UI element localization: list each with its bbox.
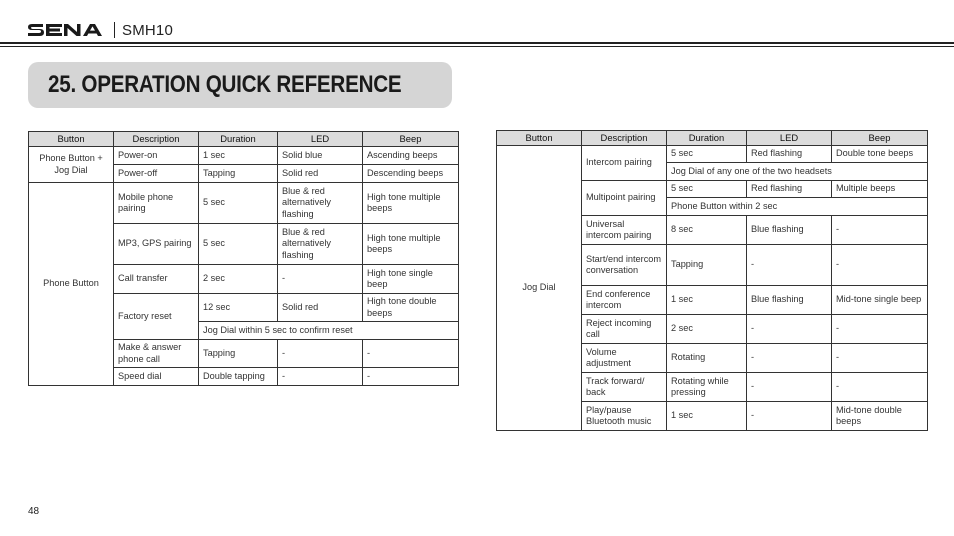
duration-cell: 1 sec — [667, 286, 747, 315]
col-header-duration: Duration — [667, 131, 747, 146]
beep-cell: - — [832, 245, 928, 286]
col-header-button: Button — [29, 132, 114, 147]
col-header-description: Description — [114, 132, 199, 147]
beep-cell: Double tone beeps — [832, 146, 928, 163]
description-cell: Make & answer phone call — [114, 340, 199, 368]
header-rule-thin — [0, 46, 954, 47]
duration-cell: 5 sec — [199, 183, 278, 224]
led-cell: Blue & red alternatively flashing — [278, 183, 363, 224]
sena-logo — [28, 23, 104, 37]
table-row — [497, 146, 928, 163]
description-cell: Multipoint pairing — [582, 181, 667, 216]
description-cell: Intercom pairing — [582, 146, 667, 181]
beep-cell: Mid-tone double beeps — [832, 402, 928, 431]
right-reference-table — [496, 130, 928, 431]
duration-cell: 5 sec — [199, 224, 278, 265]
table-header-row — [29, 132, 459, 147]
description-cell: Mobile phone pairing — [114, 183, 199, 224]
duration-cell: 2 sec — [199, 265, 278, 294]
page-header — [28, 18, 173, 42]
led-cell: - — [278, 265, 363, 294]
beep-cell: - — [363, 340, 459, 368]
col-header-beep: Beep — [363, 132, 459, 147]
duration-cell: Tapping — [667, 245, 747, 286]
description-cell: Track forward/ back — [582, 373, 667, 402]
description-cell: Power-off — [114, 165, 199, 183]
beep-cell: - — [832, 373, 928, 402]
duration-cell: Double tapping — [199, 368, 278, 386]
duration-cell: Rotating — [667, 344, 747, 373]
beep-cell: - — [363, 368, 459, 386]
button-cell: Phone Button + Jog Dial — [29, 147, 114, 183]
model-name: SMH10 — [122, 21, 174, 39]
beep-cell: - — [832, 344, 928, 373]
duration-cell: Tapping — [199, 340, 278, 368]
col-header-led: LED — [278, 132, 363, 147]
led-cell: - — [747, 315, 832, 344]
led-cell: - — [747, 402, 832, 431]
button-cell: Jog Dial — [497, 146, 582, 431]
note-cell: Jog Dial within 5 sec to confirm reset — [199, 322, 459, 340]
description-cell: Universal intercom pairing — [582, 216, 667, 245]
led-cell: Blue flashing — [747, 286, 832, 315]
led-cell: Solid blue — [278, 147, 363, 165]
description-cell: Play/pause Bluetooth music — [582, 402, 667, 431]
header-rule — [0, 42, 954, 44]
col-header-description: Description — [582, 131, 667, 146]
led-cell: - — [747, 373, 832, 402]
page-number: 48 — [28, 506, 40, 517]
col-header-button: Button — [497, 131, 582, 146]
description-cell: Speed dial — [114, 368, 199, 386]
duration-cell: 5 sec — [667, 146, 747, 163]
led-cell: Red flashing — [747, 181, 832, 198]
description-cell: Power-on — [114, 147, 199, 165]
col-header-led: LED — [747, 131, 832, 146]
beep-cell: Multiple beeps — [832, 181, 928, 198]
beep-cell: - — [832, 315, 928, 344]
beep-cell: Descending beeps — [363, 165, 459, 183]
description-cell: End conference intercom — [582, 286, 667, 315]
button-cell: Phone Button — [29, 183, 114, 386]
led-cell: - — [747, 245, 832, 286]
table-row — [29, 183, 459, 224]
description-cell: Call transfer — [114, 265, 199, 294]
duration-cell: Tapping — [199, 165, 278, 183]
led-cell: Blue & red alternatively flashing — [278, 224, 363, 265]
section-title-box — [28, 62, 452, 108]
header-divider — [114, 22, 115, 38]
led-cell: Blue flashing — [747, 216, 832, 245]
beep-cell: High tone single beep — [363, 265, 459, 294]
duration-cell: 2 sec — [667, 315, 747, 344]
duration-cell: Rotating while pressing — [667, 373, 747, 402]
duration-cell: 1 sec — [667, 402, 747, 431]
note-cell: Jog Dial of any one of the two headsets — [667, 163, 928, 181]
led-cell: - — [278, 340, 363, 368]
beep-cell: High tone multiple beeps — [363, 183, 459, 224]
col-header-beep: Beep — [832, 131, 928, 146]
duration-cell: 5 sec — [667, 181, 747, 198]
beep-cell: High tone double beeps — [363, 294, 459, 322]
description-cell: Reject incoming call — [582, 315, 667, 344]
table-header-row — [497, 131, 928, 146]
beep-cell: High tone multiple beeps — [363, 224, 459, 265]
duration-cell: 12 sec — [199, 294, 278, 322]
note-cell: Phone Button within 2 sec — [667, 198, 928, 216]
beep-cell: Ascending beeps — [363, 147, 459, 165]
description-cell: Volume adjustment — [582, 344, 667, 373]
duration-cell: 1 sec — [199, 147, 278, 165]
table-row — [29, 147, 459, 165]
led-cell: Solid red — [278, 165, 363, 183]
led-cell: Solid red — [278, 294, 363, 322]
description-cell: Factory reset — [114, 294, 199, 340]
description-cell: MP3, GPS pairing — [114, 224, 199, 265]
section-title: 25. OPERATION QUICK REFERENCE — [48, 71, 402, 98]
left-reference-table — [28, 131, 459, 386]
col-header-duration: Duration — [199, 132, 278, 147]
beep-cell: - — [832, 216, 928, 245]
led-cell: Red flashing — [747, 146, 832, 163]
beep-cell: Mid-tone single beep — [832, 286, 928, 315]
description-cell: Start/end intercom conversation — [582, 245, 667, 286]
duration-cell: 8 sec — [667, 216, 747, 245]
led-cell: - — [278, 368, 363, 386]
led-cell: - — [747, 344, 832, 373]
